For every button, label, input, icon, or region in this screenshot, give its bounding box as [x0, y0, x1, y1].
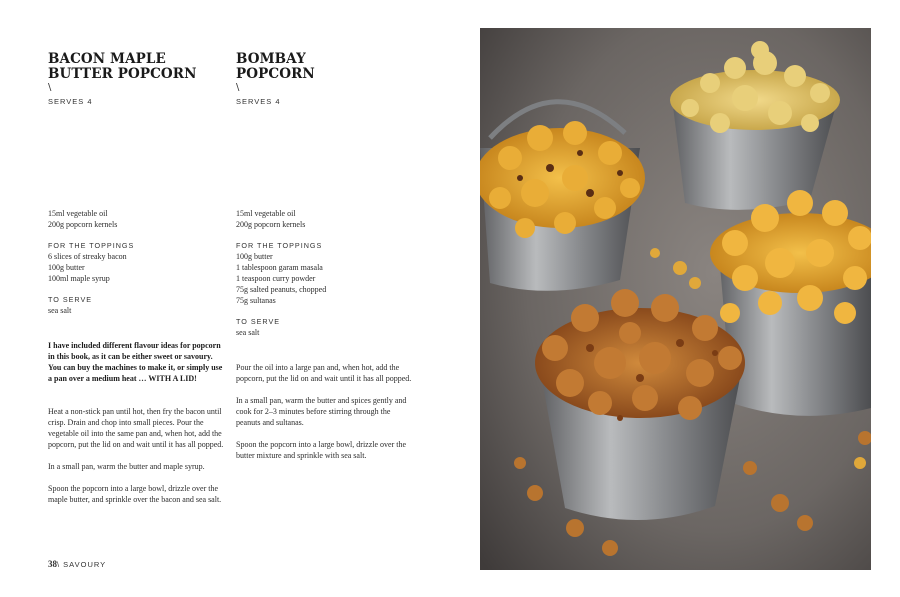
- page-number: 38: [48, 559, 57, 569]
- method-step: In a small pan, warm the butter and spices gently and cook for 2–3 minutes before stirring through the peanuts and sultanas.: [236, 396, 407, 427]
- ingredient: 100ml maple syrup: [48, 274, 110, 283]
- serves-label: SERVES 4: [236, 97, 281, 106]
- ingredient: sea salt: [48, 306, 72, 315]
- ingredient: 100g butter: [48, 263, 85, 272]
- ingredient: 75g sultanas: [236, 296, 276, 305]
- ingredient: 200g popcorn kernels: [236, 220, 306, 229]
- method-step: Spoon the popcorn into a large bowl, drizzle over the butter mixture and sprinkle with sea salt.: [236, 440, 407, 460]
- method-step: Pour the oil into a large pan and, when hot, add the popcorn, put the lid on and wait until it has all popped.: [236, 363, 412, 383]
- to-serve-label: TO SERVE: [48, 295, 93, 304]
- to-serve-label: TO SERVE: [236, 317, 281, 326]
- method-block-right: [236, 362, 414, 472]
- intro-paragraph: I have included different flavour ideas for popcorn in this book, as it can be either sweet or savoury. You can buy the machines to make it, or simply use a pan over a medium heat … WITH A LID!: [48, 341, 223, 383]
- title-slash: \: [48, 82, 52, 93]
- ingredients-block-right: [236, 208, 414, 338]
- ingredient: sea salt: [236, 328, 260, 337]
- toppings-label: FOR THE TOPPINGS: [48, 241, 135, 250]
- method-step: In a small pan, warm the butter and maple syrup.: [48, 462, 205, 471]
- ingredient: 100g butter: [236, 252, 273, 261]
- title-slash: \: [236, 82, 240, 93]
- ingredient: 75g salted peanuts, chopped: [236, 285, 327, 294]
- page-footer: [48, 559, 106, 569]
- popcorn-buckets-illustration: [480, 28, 871, 570]
- ingredient: 6 slices of streaky bacon: [48, 252, 127, 261]
- toppings-label: FOR THE TOPPINGS: [236, 241, 323, 250]
- recipe-title-bombay: BOMBAY POPCORN: [236, 51, 315, 82]
- section-name: \ SAVOURY: [57, 560, 107, 569]
- ingredient: 1 tablespoon garam masala: [236, 263, 323, 272]
- method-step: Spoon the popcorn into a large bowl, drizzle over the maple butter, and sprinkle over the bacon and sea salt.: [48, 484, 222, 504]
- popcorn-photo: [480, 28, 871, 570]
- ingredient: 15ml vegetable oil: [236, 209, 296, 218]
- recipe-title-bacon-maple: BACON MAPLE BUTTER POPCORN: [48, 51, 197, 82]
- ingredients-block-left: [48, 208, 226, 316]
- serves-label: SERVES 4: [48, 97, 93, 106]
- ingredient: 1 teaspoon curry powder: [236, 274, 316, 283]
- method-step: Heat a non-stick pan until hot, then fry the bacon until crisp. Drain and chop into small pieces. Pour the vegetable oil into the same pan and, when hot, add the popcorn, put the lid on and wait until it has all popped.: [48, 407, 224, 449]
- ingredient: 200g popcorn kernels: [48, 220, 118, 229]
- method-block-left: [48, 406, 226, 516]
- ingredient: 15ml vegetable oil: [48, 209, 108, 218]
